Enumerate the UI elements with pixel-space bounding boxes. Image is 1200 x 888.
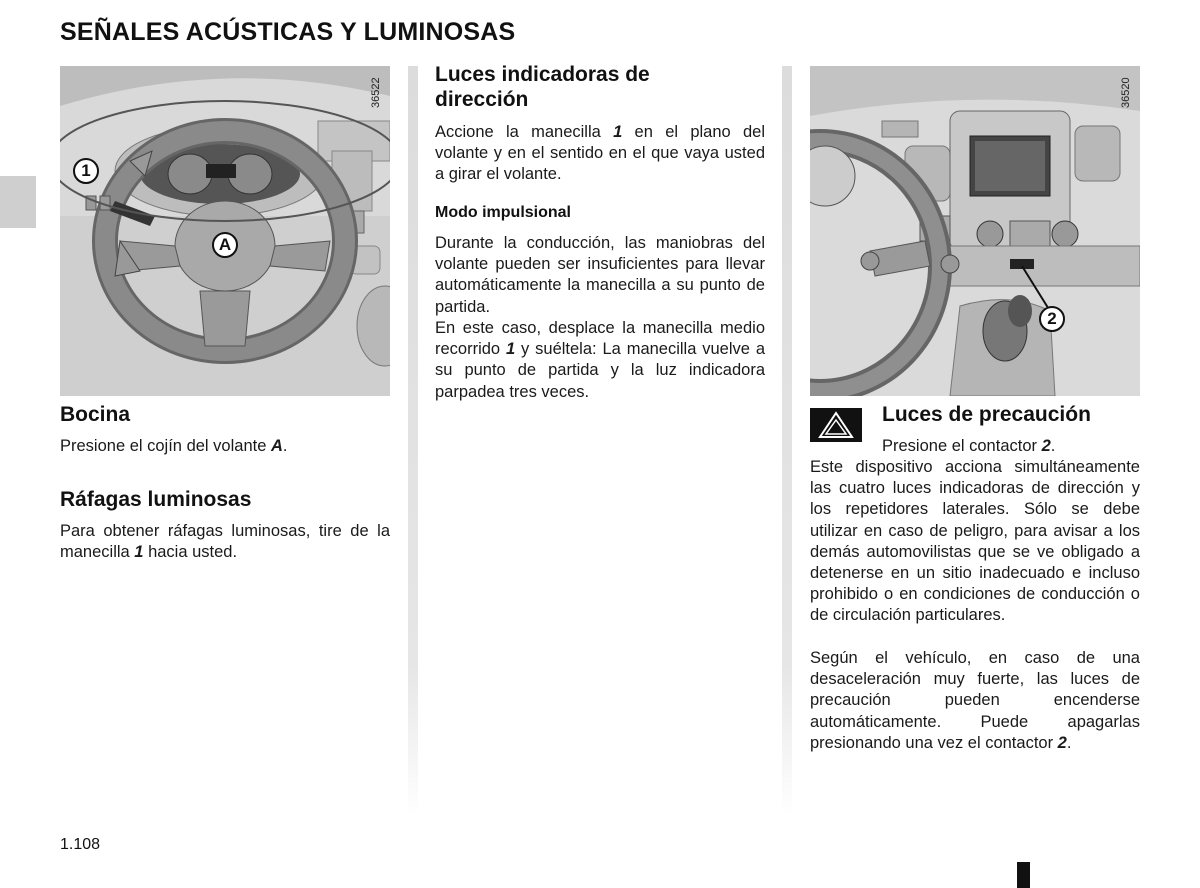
luces-indicadoras-heading: Luces indicadoras de dirección bbox=[435, 63, 650, 111]
chapter-tab bbox=[0, 176, 36, 228]
modo-impulsional-heading: Modo impulsional bbox=[435, 204, 571, 221]
corner-mark bbox=[1017, 862, 1030, 888]
modo-impulsional-para1: Durante la conducción, las maniobras del volante pueden ser insuficientes para llevar automáticamente la manecilla a su punto de partida. bbox=[435, 234, 765, 316]
callout-1: 1 bbox=[73, 158, 99, 184]
image-code: 36522 bbox=[370, 77, 382, 108]
page-number: 1.108 bbox=[60, 836, 101, 853]
luces-precaucion-para2: Según el vehículo, en caso de una desaceleración muy fuerte, las luces de precaución pueden encenderse automáticamente. Puede apagarlas presionando una vez el contactor 2. bbox=[810, 649, 1140, 752]
rafagas-text: Para obtener ráfagas luminosas, tire de la manecilla 1 hacia usted. bbox=[60, 522, 390, 562]
bocina-text: Presione el cojín del volante A. bbox=[60, 437, 288, 455]
column-divider bbox=[782, 66, 792, 816]
bocina-heading: Bocina bbox=[60, 403, 131, 426]
column-divider bbox=[408, 66, 418, 816]
callout-a: A bbox=[212, 232, 238, 258]
hazard-warning-icon bbox=[810, 408, 862, 442]
luces-indicadoras-intro: Accione la manecilla 1 en el plano del volante y en el sentido en el que vaya usted a girar el volante. bbox=[435, 123, 765, 184]
luces-precaucion-para1: Este dispositivo acciona simultáneamente las cuatro luces indicadoras de dirección y los repetidores laterales. Sólo se debe utilizar en caso de peligro, para avisar a los demás automovilistas que se ve obligado a detenerse en un sitio inadecuado e incluso prohibido o en condiciones de conducción o de circulación particulares. bbox=[810, 458, 1140, 625]
rafagas-heading: Ráfagas luminosas bbox=[60, 488, 252, 511]
image-code: 36520 bbox=[1120, 77, 1132, 108]
luces-precaucion-press: Presione el contactor 2. bbox=[882, 437, 1056, 455]
modo-impulsional-para2: En este caso, desplace la manecilla medio recorrido 1 y suéltela: La manecilla vuelve a su punto de partida y la luz indicadora parpadea tres veces. bbox=[435, 319, 765, 401]
page-title: SEÑALES ACÚSTICAS Y LUMINOSAS bbox=[60, 18, 516, 46]
dashboard-center-illustration bbox=[810, 66, 1140, 396]
steering-wheel-illustration bbox=[60, 66, 390, 396]
luces-precaucion-heading: Luces de precaución bbox=[882, 403, 1091, 426]
callout-2: 2 bbox=[1039, 306, 1065, 332]
